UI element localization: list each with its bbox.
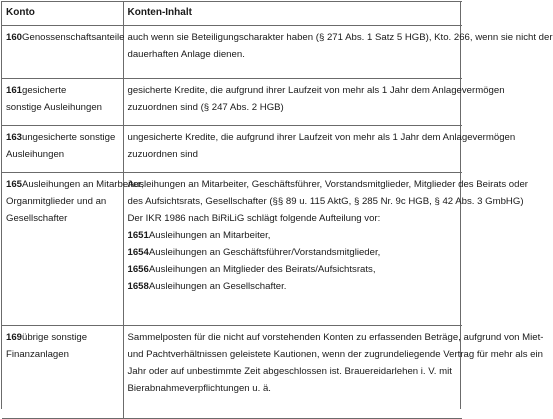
account-number: 161: [6, 85, 23, 96]
table-row: [2, 126, 462, 173]
table-row: [2, 173, 462, 326]
account-name: Gesellschafter: [6, 213, 68, 224]
content-line: und Pachtverhältnissen geleistete Kautionen, wenn der zugrundeliegende Vertrag für mehr als ein: [127, 349, 543, 360]
content-line: auch wenn sie Beteiligungscharakter haben (§ 271 Abs. 1 Satz 5 HGB), Kto. 266, wenn sie nicht der: [127, 32, 553, 43]
sub-account-label: Ausleihungen an Mitglieder des Beirats/Aufsichtsrats,: [148, 264, 376, 275]
content-cell: [123, 173, 528, 326]
sub-account-label: Ausleihungen an Mitarbeiter,: [148, 230, 271, 241]
content-line: zuzuordnen sind (§ 247 Abs. 2 HGB): [127, 102, 284, 113]
account-name: Finanzanlagen: [6, 349, 69, 360]
table-row: [2, 26, 462, 79]
content-line: des Aufsichtsrats, Gesellschafter (§§ 89 u. 115 AktG, § 285 Nr. 9c HGB, § 42 Abs. 3 GmbHG): [127, 196, 524, 207]
content-cell: [123, 26, 553, 79]
header-konten-inhalt: Konten-Inhalt: [123, 2, 462, 26]
content-line: zuzuordnen sind: [127, 149, 198, 160]
account-cell: [2, 26, 123, 79]
sub-account-number: 1654: [127, 247, 149, 258]
content-line: Bierabnahmeverpflichtungen u. ä.: [127, 383, 271, 394]
sub-account-line: [128, 244, 459, 261]
account-number: 163: [6, 132, 23, 143]
account-name: Ausleihungen an Mitarbeiter,: [22, 179, 144, 190]
account-name: Genossenschaftsanteile: [22, 32, 125, 43]
sub-account-number: 1656: [127, 264, 149, 275]
account-cell: [2, 326, 123, 419]
content-cell: [123, 326, 544, 419]
content-line: Sammelposten für die nicht auf vorstehenden Konten zu erfassenden Beträge, aufgrund von Miet-: [127, 332, 544, 343]
content-line: Jahr oder auf unbestimmte Zeit abgeschlossen ist. Brauereidarlehen i. V. mit: [127, 366, 452, 377]
accounts-table-frame: [1, 1, 553, 409]
account-name: Organmitglieder und an: [6, 196, 107, 207]
content-line: Ausleihungen an Mitarbeiter, Geschäftsführer, Vorstandsmitglieder, Mitglieder des Beirats oder: [127, 179, 528, 190]
account-number: 160: [6, 32, 23, 43]
account-name: ungesicherte sonstige: [22, 132, 116, 143]
content-line: ungesicherte Kredite, die aufgrund ihrer Laufzeit von mehr als 1 Jahr dem Anlagevermögen: [127, 132, 516, 143]
table-row: [2, 79, 462, 126]
account-name: Ausleihungen: [6, 149, 65, 160]
sub-account-line: [128, 227, 459, 244]
header-konto: Konto: [2, 2, 123, 26]
table-header-row: [2, 2, 462, 26]
account-cell: [2, 79, 123, 126]
account-number: 165: [6, 179, 23, 190]
content-cell: [123, 126, 516, 173]
table-row: [2, 326, 462, 419]
content-cell: [123, 79, 505, 126]
account-name: übrige sonstige: [22, 332, 88, 343]
account-cell: [2, 126, 123, 173]
sub-account-label: Ausleihungen an Gesellschafter.: [148, 281, 287, 292]
sub-account-line: [128, 278, 459, 295]
content-line: gesicherte Kredite, die aufgrund ihrer Laufzeit von mehr als 1 Jahr dem Anlagevermögen: [127, 85, 505, 96]
sub-account-number: 1658: [127, 281, 149, 292]
sub-account-label: Ausleihungen an Geschäftsführer/Vorstandsmitglieder,: [148, 247, 381, 258]
account-number: 169: [6, 332, 23, 343]
account-name: sonstige Ausleihungen: [6, 102, 103, 113]
account-name: gesicherte: [22, 85, 67, 96]
accounts-table: [2, 1, 553, 419]
content-line: dauerhaften Anlage dienen.: [127, 49, 245, 60]
sub-account-number: 1651: [127, 230, 149, 241]
content-line: Der IKR 1986 nach BiRiLiG schlägt folgende Aufteilung vor:: [127, 213, 381, 224]
sub-account-line: [128, 261, 459, 278]
